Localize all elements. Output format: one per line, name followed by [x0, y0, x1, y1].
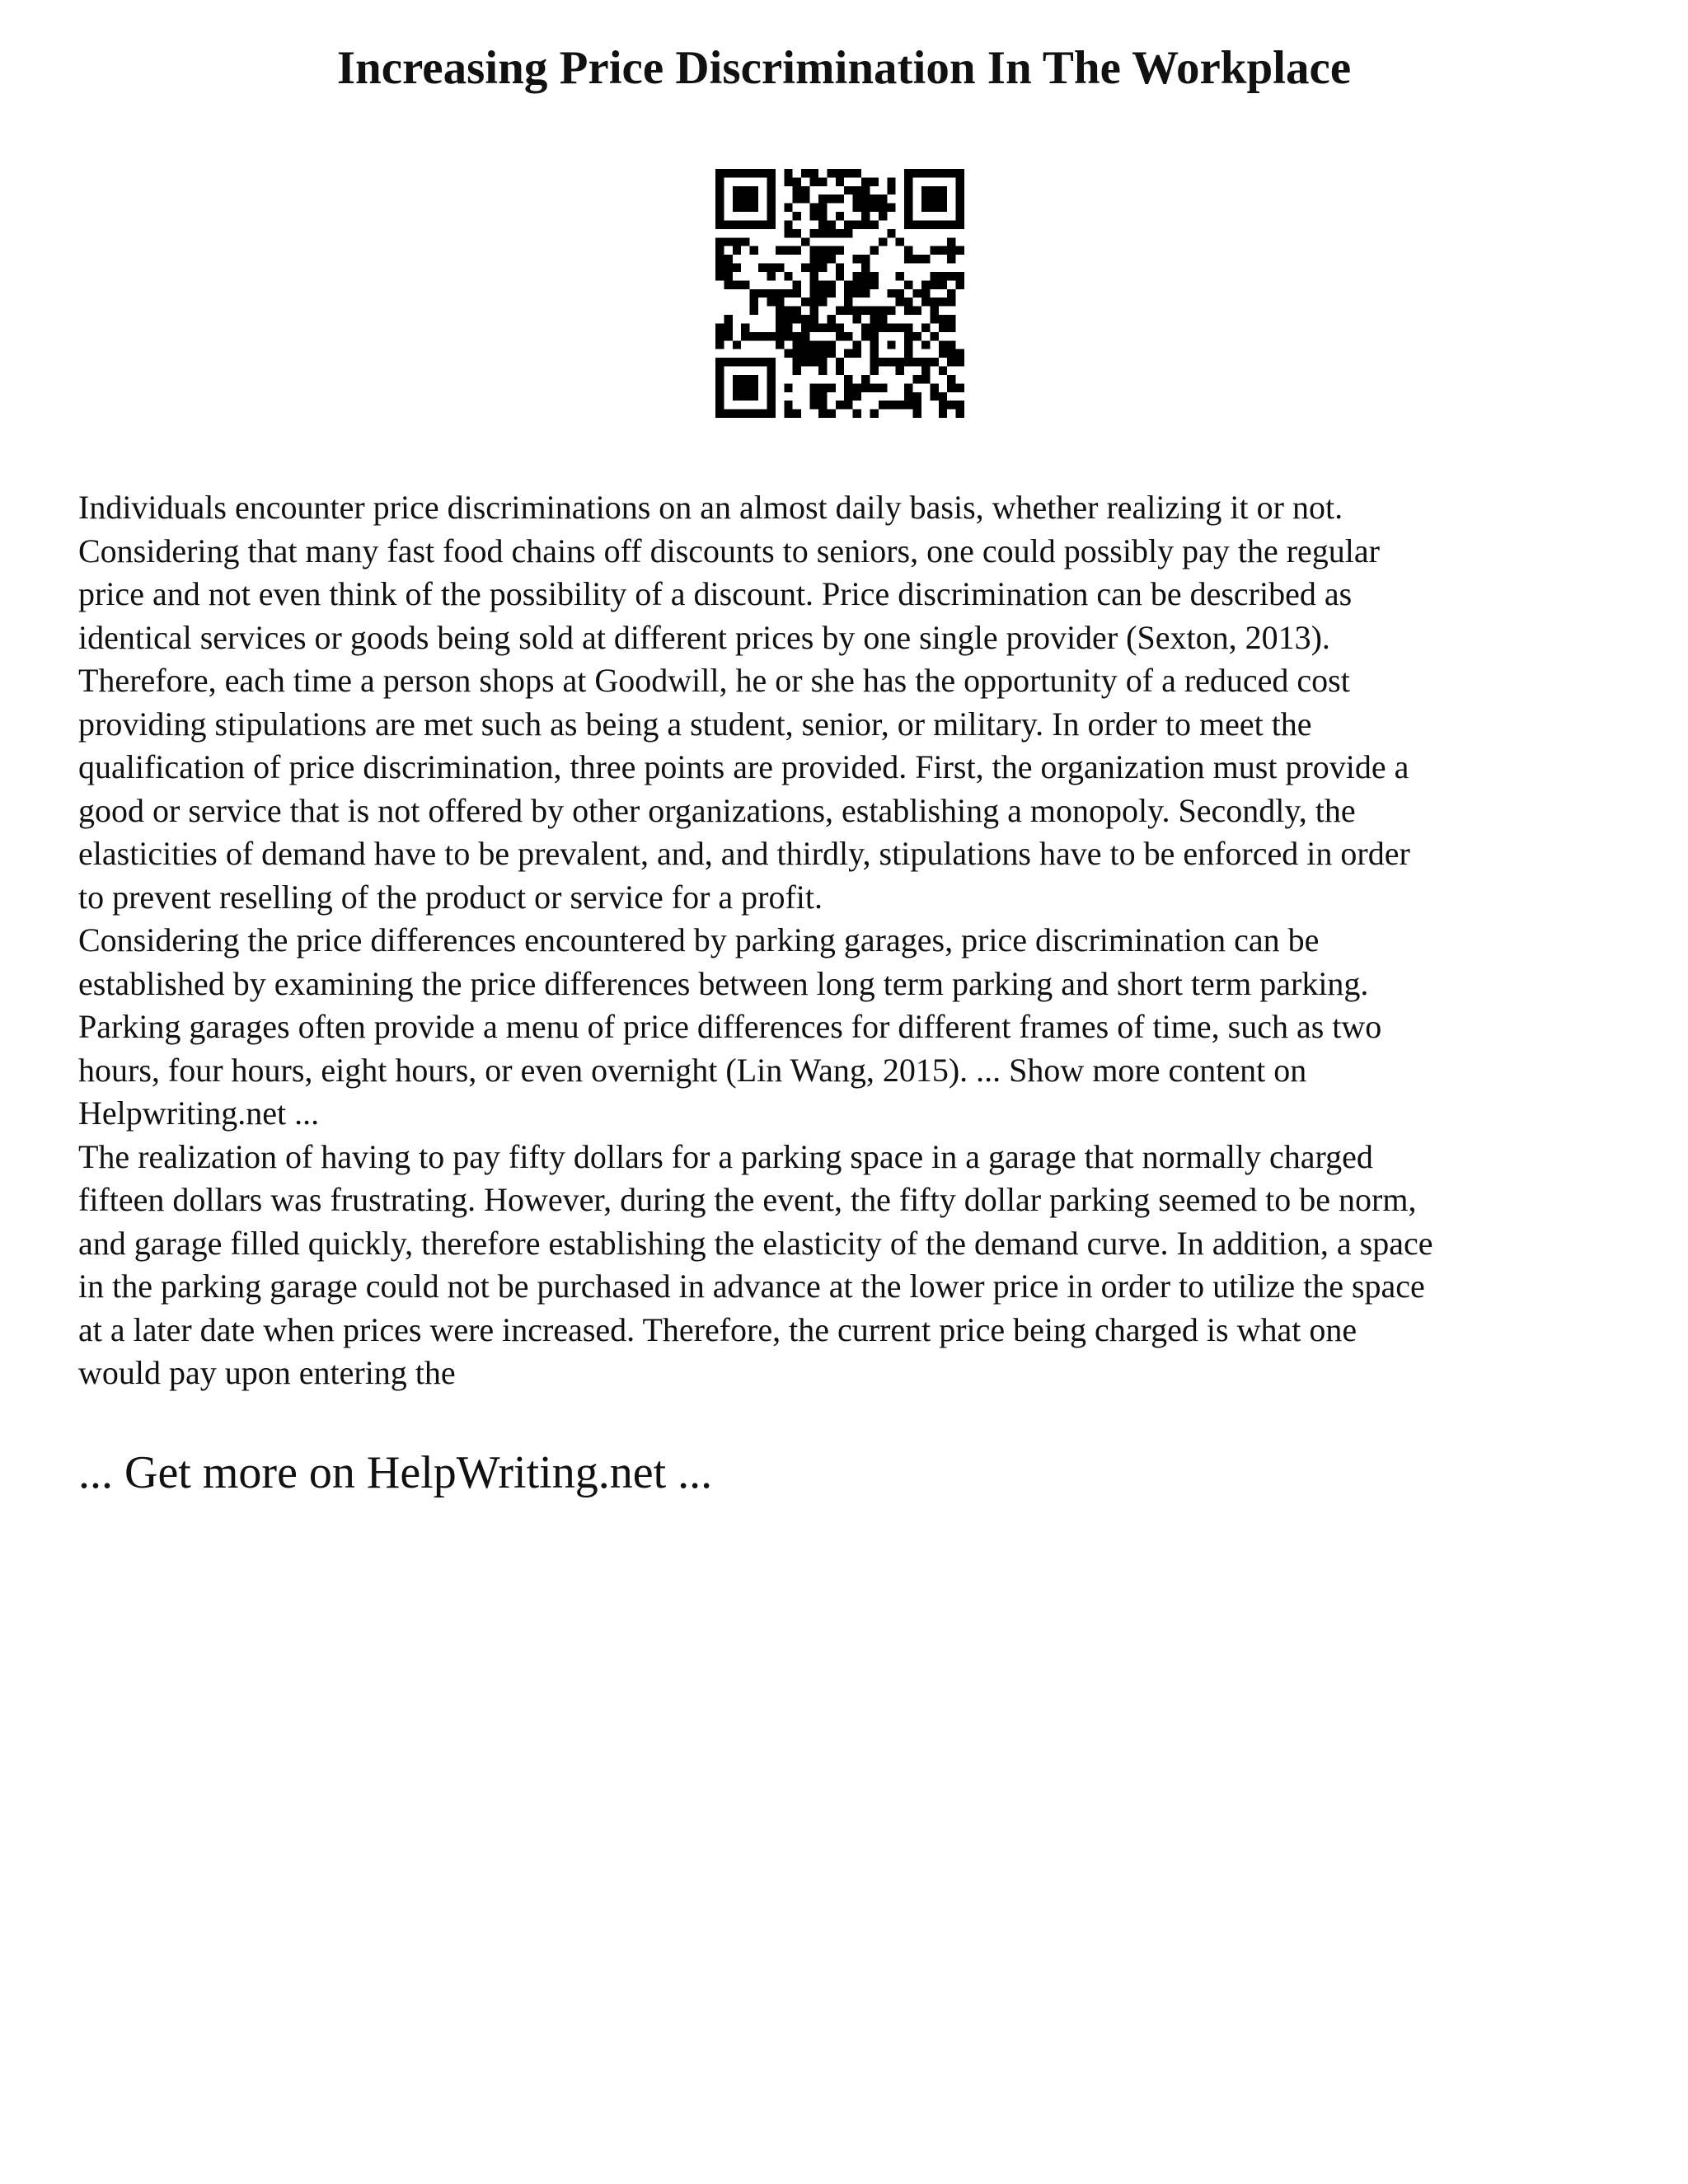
document-body [78, 486, 1620, 1395]
paragraph-2: Considering the price differences encountered by parking garages, price discrimination can be established by examining the price differences between long term parking and short term parking. Parking garages often provide a menu of price differences for different frames of time, such as two hours, four hours, eight hours, or even overnight (Lin Wang, 2015). ... Show more content on Helpwriting.net ... [78, 921, 1382, 1132]
document-title: Increasing Price Discrimination In The Workplace [336, 42, 1352, 94]
paragraph-1: Individuals encounter price discriminations on an almost daily basis, whether realizing it or not. Considering that many fast food chains off discounts to seniors, one could possibly pay the regular price and not even think of the possibility of a discount. Price discrimination can be described as identical services or goods being sold at different prices by one single provider (Sexton, 2013). Therefore, each time a person shops at Goodwill, he or she has the opportunity of a reduced cost providing stipulations are met such as being a student, senior, or military. In order to meet the qualification of price discrimination, three points are provided. First, the organization must provide a good or service that is not offered by other organizations, establishing a monopoly. Secondly, the elasticities of demand have to be prevalent, and, and thirdly, stipulations have to be enforced in order to prevent reselling of the product or service for a profit. [78, 489, 1410, 916]
paragraph-3: The realization of having to pay fifty dollars for a parking space in a garage that normally charged fifteen dollars was frustrating. However, during the event, the fifty dollar parking seemed to be norm, and garage filled quickly, therefore establishing the elasticity of the demand curve. In addition, a space in the parking garage could not be purchased in advance at the lower price in order to utilize the space at a later date when prices were increased. Therefore, the current price being charged is what one would pay upon entering the [78, 1137, 1433, 1391]
qr-code-icon[interactable] [715, 169, 964, 418]
get-more-link[interactable]: ... Get more on HelpWriting.net ... [78, 1447, 713, 1498]
